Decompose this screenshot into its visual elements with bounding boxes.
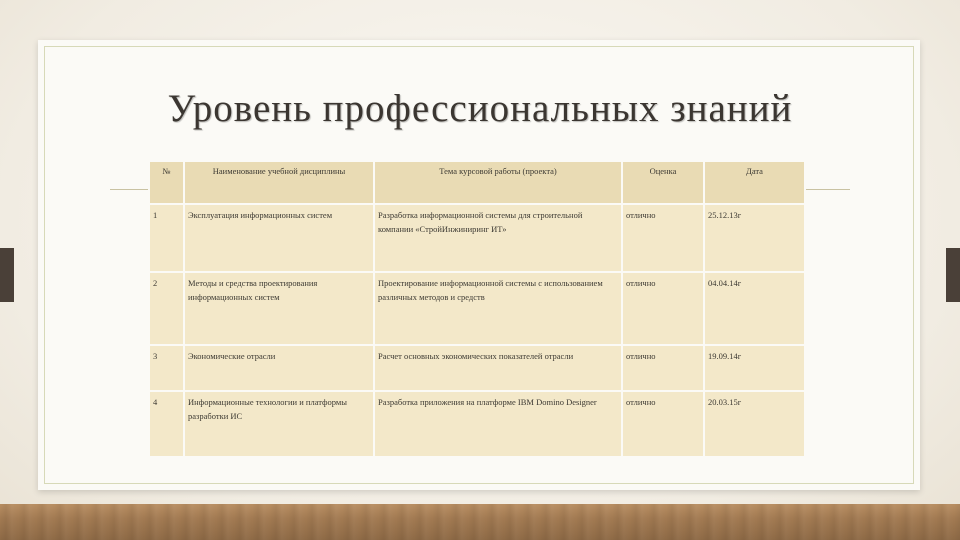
row-grade: отлично: [622, 345, 704, 391]
slide-title: Уровень профессиональных знаний: [167, 87, 793, 130]
header-topic: Тема курсовой работы (проекта): [374, 161, 622, 204]
row-num: 1: [149, 204, 184, 272]
header-discipline: Наименование учебной дисциплины: [184, 161, 374, 204]
table-row: [149, 204, 805, 272]
row-discipline: Эксплуатация информационных систем: [184, 204, 374, 272]
row-date: 19.09.14г: [704, 345, 805, 391]
table-header-row: [149, 161, 805, 204]
row-discipline: Экономические отрасли: [184, 345, 374, 391]
row-topic: Разработка приложения на платформе IBM Domino Designer: [374, 391, 622, 457]
table-row: [149, 272, 805, 345]
row-num: 2: [149, 272, 184, 345]
row-date: 20.03.15г: [704, 391, 805, 457]
header-rule-right: [803, 189, 850, 190]
row-grade: отлично: [622, 204, 704, 272]
row-grade: отлично: [622, 391, 704, 457]
left-side-tab: [0, 248, 14, 302]
row-num: 3: [149, 345, 184, 391]
header-date: Дата: [704, 161, 805, 204]
row-date: 04.04.14г: [704, 272, 805, 345]
header-grade: Оценка: [622, 161, 704, 204]
row-grade: отлично: [622, 272, 704, 345]
row-topic: Разработка информационной системы для строительной компании «СтройИнжиниринг ИТ»: [374, 204, 622, 272]
row-num: 4: [149, 391, 184, 457]
knowledge-table: [148, 160, 806, 458]
row-discipline: Методы и средства проектирования информационных систем: [184, 272, 374, 345]
table-row: [149, 391, 805, 457]
row-discipline: Информационные технологии и платформы разработки ИС: [184, 391, 374, 457]
header-num: №: [149, 161, 184, 204]
table-row: [149, 345, 805, 391]
right-side-tab: [946, 248, 960, 302]
row-topic: Расчет основных экономических показателей отрасли: [374, 345, 622, 391]
row-date: 25.12.13г: [704, 204, 805, 272]
wood-surface: [0, 504, 960, 540]
row-topic: Проектирование информационной системы с использованием различных методов и средств: [374, 272, 622, 345]
header-rule-left: [110, 189, 150, 190]
